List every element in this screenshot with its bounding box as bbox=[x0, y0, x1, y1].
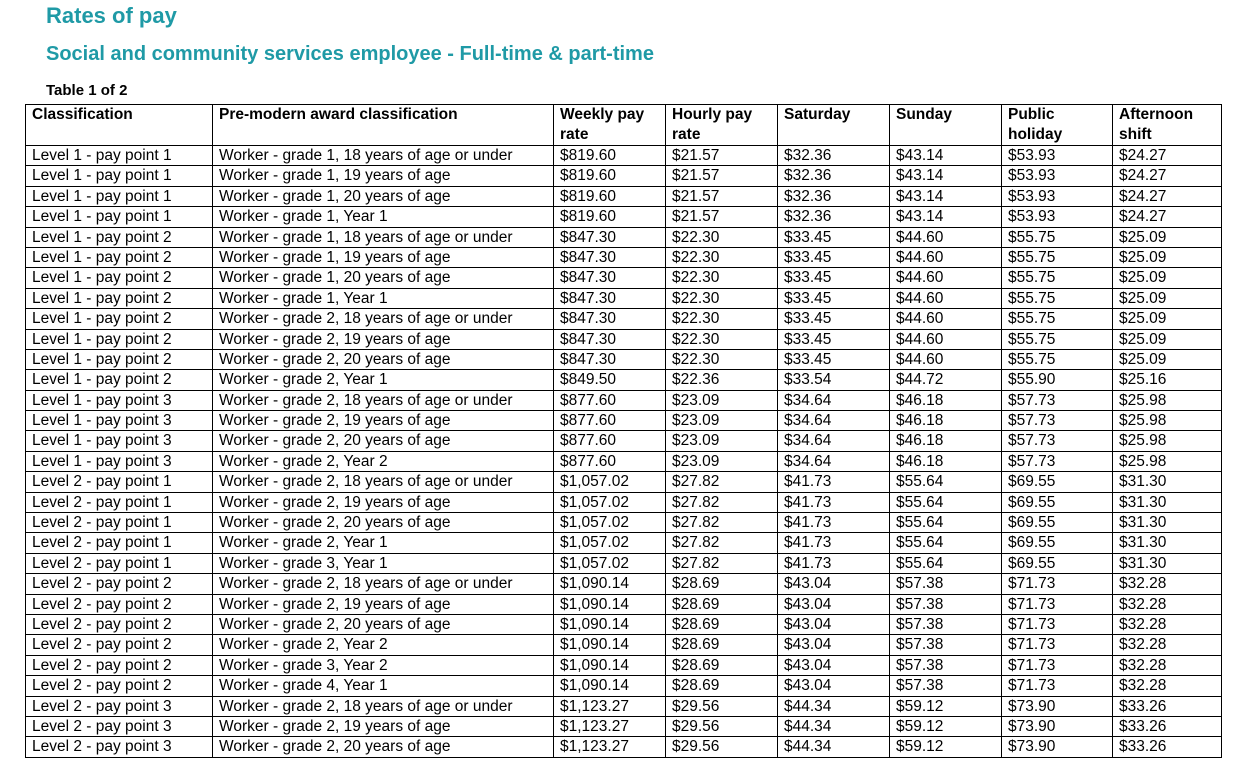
cell-pre-modern-award-classification: Worker - grade 1, 20 years of age bbox=[213, 186, 554, 206]
cell-pre-modern-award-classification: Worker - grade 3, Year 2 bbox=[213, 655, 554, 675]
cell-pre-modern-award-classification: Worker - grade 1, 18 years of age or under bbox=[213, 227, 554, 247]
cell-sunday: $59.12 bbox=[890, 696, 1002, 716]
cell-public-holiday: $55.75 bbox=[1002, 329, 1113, 349]
cell-public-holiday: $71.73 bbox=[1002, 635, 1113, 655]
cell-sunday: $43.14 bbox=[890, 186, 1002, 206]
cell-afternoon-shift: $32.28 bbox=[1113, 655, 1222, 675]
cell-weekly-pay-rate: $1,123.27 bbox=[554, 737, 666, 757]
cell-classification: Level 2 - pay point 2 bbox=[26, 676, 213, 696]
cell-saturday: $33.45 bbox=[778, 227, 890, 247]
cell-public-holiday: $53.93 bbox=[1002, 207, 1113, 227]
cell-saturday: $33.45 bbox=[778, 329, 890, 349]
table-row bbox=[26, 329, 1222, 349]
cell-afternoon-shift: $32.28 bbox=[1113, 635, 1222, 655]
cell-hourly-pay-rate: $27.82 bbox=[666, 472, 778, 492]
table-row bbox=[26, 309, 1222, 329]
cell-pre-modern-award-classification: Worker - grade 2, 20 years of age bbox=[213, 614, 554, 634]
cell-weekly-pay-rate: $847.30 bbox=[554, 227, 666, 247]
cell-classification: Level 2 - pay point 3 bbox=[26, 716, 213, 736]
cell-saturday: $33.45 bbox=[778, 288, 890, 308]
cell-hourly-pay-rate: $22.30 bbox=[666, 349, 778, 369]
cell-public-holiday: $69.55 bbox=[1002, 492, 1113, 512]
cell-weekly-pay-rate: $819.60 bbox=[554, 166, 666, 186]
cell-weekly-pay-rate: $847.30 bbox=[554, 268, 666, 288]
cell-pre-modern-award-classification: Worker - grade 3, Year 1 bbox=[213, 553, 554, 573]
cell-classification: Level 1 - pay point 3 bbox=[26, 431, 213, 451]
cell-weekly-pay-rate: $847.30 bbox=[554, 288, 666, 308]
cell-classification: Level 1 - pay point 1 bbox=[26, 186, 213, 206]
cell-weekly-pay-rate: $1,090.14 bbox=[554, 676, 666, 696]
header-public-holiday: Public holiday bbox=[1002, 105, 1113, 146]
cell-weekly-pay-rate: $1,090.14 bbox=[554, 655, 666, 675]
cell-saturday: $41.73 bbox=[778, 472, 890, 492]
cell-afternoon-shift: $25.98 bbox=[1113, 451, 1222, 471]
header-classification: Classification bbox=[26, 105, 213, 146]
table-body bbox=[26, 146, 1222, 758]
cell-afternoon-shift: $24.27 bbox=[1113, 186, 1222, 206]
table-row bbox=[26, 676, 1222, 696]
cell-classification: Level 1 - pay point 2 bbox=[26, 288, 213, 308]
header-hourly-pay-rate: Hourly pay rate bbox=[666, 105, 778, 146]
cell-classification: Level 2 - pay point 2 bbox=[26, 594, 213, 614]
cell-weekly-pay-rate: $1,057.02 bbox=[554, 513, 666, 533]
cell-afternoon-shift: $33.26 bbox=[1113, 716, 1222, 736]
table-caption: Table 1 of 2 bbox=[46, 82, 128, 99]
cell-weekly-pay-rate: $877.60 bbox=[554, 390, 666, 410]
cell-sunday: $44.60 bbox=[890, 309, 1002, 329]
cell-hourly-pay-rate: $28.69 bbox=[666, 676, 778, 696]
cell-pre-modern-award-classification: Worker - grade 2, 19 years of age bbox=[213, 594, 554, 614]
cell-afternoon-shift: $24.27 bbox=[1113, 146, 1222, 166]
table-row bbox=[26, 146, 1222, 166]
cell-classification: Level 1 - pay point 2 bbox=[26, 268, 213, 288]
cell-hourly-pay-rate: $22.30 bbox=[666, 329, 778, 349]
cell-sunday: $44.60 bbox=[890, 247, 1002, 267]
cell-pre-modern-award-classification: Worker - grade 2, Year 1 bbox=[213, 370, 554, 390]
table-row bbox=[26, 451, 1222, 471]
cell-classification: Level 1 - pay point 2 bbox=[26, 227, 213, 247]
cell-afternoon-shift: $31.30 bbox=[1113, 533, 1222, 553]
cell-hourly-pay-rate: $22.30 bbox=[666, 309, 778, 329]
cell-saturday: $41.73 bbox=[778, 492, 890, 512]
cell-sunday: $43.14 bbox=[890, 207, 1002, 227]
cell-hourly-pay-rate: $27.82 bbox=[666, 513, 778, 533]
cell-weekly-pay-rate: $1,123.27 bbox=[554, 696, 666, 716]
cell-public-holiday: $71.73 bbox=[1002, 614, 1113, 634]
cell-sunday: $44.60 bbox=[890, 288, 1002, 308]
table-row bbox=[26, 247, 1222, 267]
page-title: Rates of pay bbox=[46, 3, 177, 28]
cell-pre-modern-award-classification: Worker - grade 2, 18 years of age or under bbox=[213, 574, 554, 594]
cell-sunday: $55.64 bbox=[890, 533, 1002, 553]
cell-pre-modern-award-classification: Worker - grade 4, Year 1 bbox=[213, 676, 554, 696]
cell-pre-modern-award-classification: Worker - grade 2, Year 2 bbox=[213, 635, 554, 655]
table-row bbox=[26, 227, 1222, 247]
header-weekly-pay-rate: Weekly pay rate bbox=[554, 105, 666, 146]
cell-public-holiday: $57.73 bbox=[1002, 411, 1113, 431]
cell-afternoon-shift: $25.09 bbox=[1113, 349, 1222, 369]
cell-public-holiday: $55.75 bbox=[1002, 288, 1113, 308]
cell-public-holiday: $69.55 bbox=[1002, 553, 1113, 573]
cell-weekly-pay-rate: $1,090.14 bbox=[554, 614, 666, 634]
cell-classification: Level 1 - pay point 3 bbox=[26, 451, 213, 471]
cell-hourly-pay-rate: $22.30 bbox=[666, 268, 778, 288]
table-row bbox=[26, 737, 1222, 757]
cell-public-holiday: $57.73 bbox=[1002, 451, 1113, 471]
cell-weekly-pay-rate: $1,057.02 bbox=[554, 533, 666, 553]
cell-weekly-pay-rate: $847.30 bbox=[554, 329, 666, 349]
cell-classification: Level 1 - pay point 2 bbox=[26, 329, 213, 349]
cell-hourly-pay-rate: $28.69 bbox=[666, 594, 778, 614]
cell-saturday: $33.54 bbox=[778, 370, 890, 390]
cell-afternoon-shift: $25.09 bbox=[1113, 288, 1222, 308]
cell-afternoon-shift: $25.98 bbox=[1113, 390, 1222, 410]
cell-sunday: $55.64 bbox=[890, 472, 1002, 492]
cell-hourly-pay-rate: $23.09 bbox=[666, 451, 778, 471]
cell-public-holiday: $55.75 bbox=[1002, 268, 1113, 288]
cell-hourly-pay-rate: $21.57 bbox=[666, 186, 778, 206]
table-row bbox=[26, 594, 1222, 614]
cell-afternoon-shift: $32.28 bbox=[1113, 574, 1222, 594]
table-row bbox=[26, 186, 1222, 206]
cell-afternoon-shift: $25.09 bbox=[1113, 227, 1222, 247]
cell-afternoon-shift: $32.28 bbox=[1113, 594, 1222, 614]
cell-public-holiday: $55.75 bbox=[1002, 349, 1113, 369]
cell-public-holiday: $71.73 bbox=[1002, 676, 1113, 696]
cell-sunday: $57.38 bbox=[890, 635, 1002, 655]
table-header-row bbox=[26, 105, 1222, 146]
table-row bbox=[26, 513, 1222, 533]
table-row bbox=[26, 635, 1222, 655]
cell-hourly-pay-rate: $27.82 bbox=[666, 553, 778, 573]
cell-classification: Level 2 - pay point 1 bbox=[26, 472, 213, 492]
cell-sunday: $59.12 bbox=[890, 716, 1002, 736]
cell-classification: Level 2 - pay point 1 bbox=[26, 553, 213, 573]
cell-sunday: $55.64 bbox=[890, 492, 1002, 512]
cell-pre-modern-award-classification: Worker - grade 1, 20 years of age bbox=[213, 268, 554, 288]
cell-sunday: $44.60 bbox=[890, 268, 1002, 288]
cell-classification: Level 1 - pay point 2 bbox=[26, 370, 213, 390]
cell-pre-modern-award-classification: Worker - grade 1, 19 years of age bbox=[213, 166, 554, 186]
cell-public-holiday: $73.90 bbox=[1002, 696, 1113, 716]
cell-hourly-pay-rate: $23.09 bbox=[666, 390, 778, 410]
cell-saturday: $34.64 bbox=[778, 411, 890, 431]
cell-saturday: $44.34 bbox=[778, 696, 890, 716]
cell-saturday: $32.36 bbox=[778, 166, 890, 186]
cell-pre-modern-award-classification: Worker - grade 2, Year 2 bbox=[213, 451, 554, 471]
cell-sunday: $43.14 bbox=[890, 166, 1002, 186]
cell-classification: Level 2 - pay point 1 bbox=[26, 492, 213, 512]
header-afternoon-shift: Afternoon shift bbox=[1113, 105, 1222, 146]
table-row bbox=[26, 696, 1222, 716]
cell-sunday: $46.18 bbox=[890, 390, 1002, 410]
cell-pre-modern-award-classification: Worker - grade 2, 18 years of age or under bbox=[213, 472, 554, 492]
cell-pre-modern-award-classification: Worker - grade 2, 18 years of age or under bbox=[213, 696, 554, 716]
cell-hourly-pay-rate: $27.82 bbox=[666, 492, 778, 512]
cell-public-holiday: $57.73 bbox=[1002, 431, 1113, 451]
cell-weekly-pay-rate: $877.60 bbox=[554, 411, 666, 431]
cell-public-holiday: $57.73 bbox=[1002, 390, 1113, 410]
cell-weekly-pay-rate: $1,090.14 bbox=[554, 635, 666, 655]
cell-public-holiday: $73.90 bbox=[1002, 716, 1113, 736]
cell-public-holiday: $55.75 bbox=[1002, 247, 1113, 267]
cell-hourly-pay-rate: $22.30 bbox=[666, 247, 778, 267]
cell-afternoon-shift: $25.98 bbox=[1113, 431, 1222, 451]
cell-saturday: $41.73 bbox=[778, 513, 890, 533]
table-row bbox=[26, 166, 1222, 186]
cell-pre-modern-award-classification: Worker - grade 2, 19 years of age bbox=[213, 411, 554, 431]
cell-classification: Level 2 - pay point 2 bbox=[26, 655, 213, 675]
cell-weekly-pay-rate: $819.60 bbox=[554, 207, 666, 227]
cell-pre-modern-award-classification: Worker - grade 2, 19 years of age bbox=[213, 716, 554, 736]
cell-weekly-pay-rate: $819.60 bbox=[554, 146, 666, 166]
cell-pre-modern-award-classification: Worker - grade 1, Year 1 bbox=[213, 288, 554, 308]
cell-classification: Level 2 - pay point 2 bbox=[26, 614, 213, 634]
cell-afternoon-shift: $33.26 bbox=[1113, 696, 1222, 716]
cell-hourly-pay-rate: $21.57 bbox=[666, 207, 778, 227]
cell-public-holiday: $53.93 bbox=[1002, 166, 1113, 186]
cell-hourly-pay-rate: $29.56 bbox=[666, 696, 778, 716]
cell-classification: Level 2 - pay point 2 bbox=[26, 635, 213, 655]
cell-sunday: $46.18 bbox=[890, 451, 1002, 471]
cell-classification: Level 1 - pay point 3 bbox=[26, 411, 213, 431]
cell-hourly-pay-rate: $23.09 bbox=[666, 431, 778, 451]
table-row bbox=[26, 431, 1222, 451]
page-subtitle: Social and community services employee - Full-time & part-time bbox=[46, 43, 654, 65]
cell-saturday: $43.04 bbox=[778, 574, 890, 594]
cell-afternoon-shift: $32.28 bbox=[1113, 614, 1222, 634]
cell-saturday: $44.34 bbox=[778, 716, 890, 736]
cell-weekly-pay-rate: $847.30 bbox=[554, 247, 666, 267]
cell-pre-modern-award-classification: Worker - grade 1, 18 years of age or under bbox=[213, 146, 554, 166]
table-row bbox=[26, 411, 1222, 431]
cell-saturday: $33.45 bbox=[778, 309, 890, 329]
cell-sunday: $59.12 bbox=[890, 737, 1002, 757]
cell-afternoon-shift: $33.26 bbox=[1113, 737, 1222, 757]
cell-public-holiday: $53.93 bbox=[1002, 146, 1113, 166]
cell-sunday: $44.60 bbox=[890, 227, 1002, 247]
cell-weekly-pay-rate: $1,057.02 bbox=[554, 553, 666, 573]
cell-pre-modern-award-classification: Worker - grade 2, Year 1 bbox=[213, 533, 554, 553]
cell-classification: Level 1 - pay point 1 bbox=[26, 207, 213, 227]
cell-classification: Level 1 - pay point 3 bbox=[26, 390, 213, 410]
cell-sunday: $46.18 bbox=[890, 411, 1002, 431]
cell-afternoon-shift: $25.09 bbox=[1113, 247, 1222, 267]
cell-afternoon-shift: $31.30 bbox=[1113, 492, 1222, 512]
cell-hourly-pay-rate: $22.30 bbox=[666, 227, 778, 247]
cell-hourly-pay-rate: $22.30 bbox=[666, 288, 778, 308]
cell-saturday: $32.36 bbox=[778, 146, 890, 166]
cell-sunday: $55.64 bbox=[890, 553, 1002, 573]
cell-saturday: $43.04 bbox=[778, 655, 890, 675]
header-pre-modern-award-classification: Pre-modern award classification bbox=[213, 105, 554, 146]
cell-afternoon-shift: $24.27 bbox=[1113, 166, 1222, 186]
cell-saturday: $32.36 bbox=[778, 207, 890, 227]
cell-weekly-pay-rate: $877.60 bbox=[554, 431, 666, 451]
cell-afternoon-shift: $31.30 bbox=[1113, 553, 1222, 573]
cell-saturday: $34.64 bbox=[778, 431, 890, 451]
cell-classification: Level 1 - pay point 1 bbox=[26, 146, 213, 166]
cell-saturday: $43.04 bbox=[778, 614, 890, 634]
table-row bbox=[26, 207, 1222, 227]
cell-pre-modern-award-classification: Worker - grade 2, 20 years of age bbox=[213, 349, 554, 369]
cell-pre-modern-award-classification: Worker - grade 2, 20 years of age bbox=[213, 431, 554, 451]
table-row bbox=[26, 492, 1222, 512]
cell-classification: Level 1 - pay point 2 bbox=[26, 247, 213, 267]
table-row bbox=[26, 370, 1222, 390]
table-row bbox=[26, 390, 1222, 410]
cell-public-holiday: $69.55 bbox=[1002, 513, 1113, 533]
cell-hourly-pay-rate: $28.69 bbox=[666, 635, 778, 655]
cell-afternoon-shift: $32.28 bbox=[1113, 676, 1222, 696]
cell-hourly-pay-rate: $28.69 bbox=[666, 655, 778, 675]
cell-weekly-pay-rate: $1,123.27 bbox=[554, 716, 666, 736]
cell-pre-modern-award-classification: Worker - grade 2, 19 years of age bbox=[213, 492, 554, 512]
cell-classification: Level 2 - pay point 2 bbox=[26, 574, 213, 594]
cell-hourly-pay-rate: $28.69 bbox=[666, 614, 778, 634]
cell-sunday: $44.60 bbox=[890, 349, 1002, 369]
cell-public-holiday: $55.75 bbox=[1002, 309, 1113, 329]
cell-public-holiday: $55.90 bbox=[1002, 370, 1113, 390]
cell-public-holiday: $69.55 bbox=[1002, 533, 1113, 553]
cell-pre-modern-award-classification: Worker - grade 1, Year 1 bbox=[213, 207, 554, 227]
cell-hourly-pay-rate: $27.82 bbox=[666, 533, 778, 553]
table-row bbox=[26, 349, 1222, 369]
cell-classification: Level 1 - pay point 1 bbox=[26, 166, 213, 186]
cell-public-holiday: $55.75 bbox=[1002, 227, 1113, 247]
cell-afternoon-shift: $31.30 bbox=[1113, 472, 1222, 492]
cell-hourly-pay-rate: $21.57 bbox=[666, 166, 778, 186]
cell-sunday: $44.72 bbox=[890, 370, 1002, 390]
table-row bbox=[26, 553, 1222, 573]
cell-afternoon-shift: $24.27 bbox=[1113, 207, 1222, 227]
cell-hourly-pay-rate: $23.09 bbox=[666, 411, 778, 431]
cell-pre-modern-award-classification: Worker - grade 1, 19 years of age bbox=[213, 247, 554, 267]
cell-saturday: $34.64 bbox=[778, 451, 890, 471]
cell-afternoon-shift: $25.09 bbox=[1113, 309, 1222, 329]
cell-saturday: $33.45 bbox=[778, 349, 890, 369]
header-saturday: Saturday bbox=[778, 105, 890, 146]
cell-weekly-pay-rate: $1,090.14 bbox=[554, 574, 666, 594]
cell-afternoon-shift: $31.30 bbox=[1113, 513, 1222, 533]
cell-saturday: $33.45 bbox=[778, 247, 890, 267]
cell-saturday: $41.73 bbox=[778, 553, 890, 573]
cell-sunday: $44.60 bbox=[890, 329, 1002, 349]
table-row bbox=[26, 655, 1222, 675]
cell-classification: Level 2 - pay point 3 bbox=[26, 696, 213, 716]
cell-saturday: $33.45 bbox=[778, 268, 890, 288]
cell-public-holiday: $71.73 bbox=[1002, 594, 1113, 614]
cell-afternoon-shift: $25.09 bbox=[1113, 329, 1222, 349]
cell-weekly-pay-rate: $847.30 bbox=[554, 309, 666, 329]
table-row bbox=[26, 472, 1222, 492]
cell-sunday: $57.38 bbox=[890, 655, 1002, 675]
cell-sunday: $57.38 bbox=[890, 614, 1002, 634]
cell-saturday: $43.04 bbox=[778, 676, 890, 696]
cell-hourly-pay-rate: $28.69 bbox=[666, 574, 778, 594]
cell-afternoon-shift: $25.09 bbox=[1113, 268, 1222, 288]
cell-saturday: $44.34 bbox=[778, 737, 890, 757]
cell-saturday: $43.04 bbox=[778, 635, 890, 655]
cell-public-holiday: $71.73 bbox=[1002, 574, 1113, 594]
cell-sunday: $43.14 bbox=[890, 146, 1002, 166]
cell-sunday: $57.38 bbox=[890, 574, 1002, 594]
table-row bbox=[26, 614, 1222, 634]
cell-saturday: $41.73 bbox=[778, 533, 890, 553]
cell-weekly-pay-rate: $1,057.02 bbox=[554, 472, 666, 492]
table-row bbox=[26, 268, 1222, 288]
cell-weekly-pay-rate: $849.50 bbox=[554, 370, 666, 390]
cell-sunday: $57.38 bbox=[890, 594, 1002, 614]
cell-hourly-pay-rate: $29.56 bbox=[666, 737, 778, 757]
cell-saturday: $32.36 bbox=[778, 186, 890, 206]
cell-public-holiday: $69.55 bbox=[1002, 472, 1113, 492]
cell-hourly-pay-rate: $22.36 bbox=[666, 370, 778, 390]
cell-sunday: $55.64 bbox=[890, 513, 1002, 533]
cell-sunday: $46.18 bbox=[890, 431, 1002, 451]
table-row bbox=[26, 716, 1222, 736]
table-row bbox=[26, 533, 1222, 553]
table-row bbox=[26, 288, 1222, 308]
cell-sunday: $57.38 bbox=[890, 676, 1002, 696]
cell-afternoon-shift: $25.98 bbox=[1113, 411, 1222, 431]
cell-weekly-pay-rate: $819.60 bbox=[554, 186, 666, 206]
cell-pre-modern-award-classification: Worker - grade 2, 18 years of age or under bbox=[213, 390, 554, 410]
cell-public-holiday: $71.73 bbox=[1002, 655, 1113, 675]
cell-saturday: $43.04 bbox=[778, 594, 890, 614]
cell-classification: Level 2 - pay point 3 bbox=[26, 737, 213, 757]
cell-weekly-pay-rate: $847.30 bbox=[554, 349, 666, 369]
cell-pre-modern-award-classification: Worker - grade 2, 20 years of age bbox=[213, 737, 554, 757]
table-row bbox=[26, 574, 1222, 594]
header-sunday: Sunday bbox=[890, 105, 1002, 146]
cell-weekly-pay-rate: $1,090.14 bbox=[554, 594, 666, 614]
cell-weekly-pay-rate: $1,057.02 bbox=[554, 492, 666, 512]
cell-hourly-pay-rate: $29.56 bbox=[666, 716, 778, 736]
cell-classification: Level 2 - pay point 1 bbox=[26, 533, 213, 553]
cell-pre-modern-award-classification: Worker - grade 2, 18 years of age or under bbox=[213, 309, 554, 329]
cell-public-holiday: $53.93 bbox=[1002, 186, 1113, 206]
cell-classification: Level 1 - pay point 2 bbox=[26, 349, 213, 369]
cell-classification: Level 2 - pay point 1 bbox=[26, 513, 213, 533]
cell-pre-modern-award-classification: Worker - grade 2, 19 years of age bbox=[213, 329, 554, 349]
cell-saturday: $34.64 bbox=[778, 390, 890, 410]
cell-classification: Level 1 - pay point 2 bbox=[26, 309, 213, 329]
cell-hourly-pay-rate: $21.57 bbox=[666, 146, 778, 166]
cell-afternoon-shift: $25.16 bbox=[1113, 370, 1222, 390]
cell-pre-modern-award-classification: Worker - grade 2, 20 years of age bbox=[213, 513, 554, 533]
cell-weekly-pay-rate: $877.60 bbox=[554, 451, 666, 471]
cell-public-holiday: $73.90 bbox=[1002, 737, 1113, 757]
rates-table bbox=[25, 104, 1222, 758]
